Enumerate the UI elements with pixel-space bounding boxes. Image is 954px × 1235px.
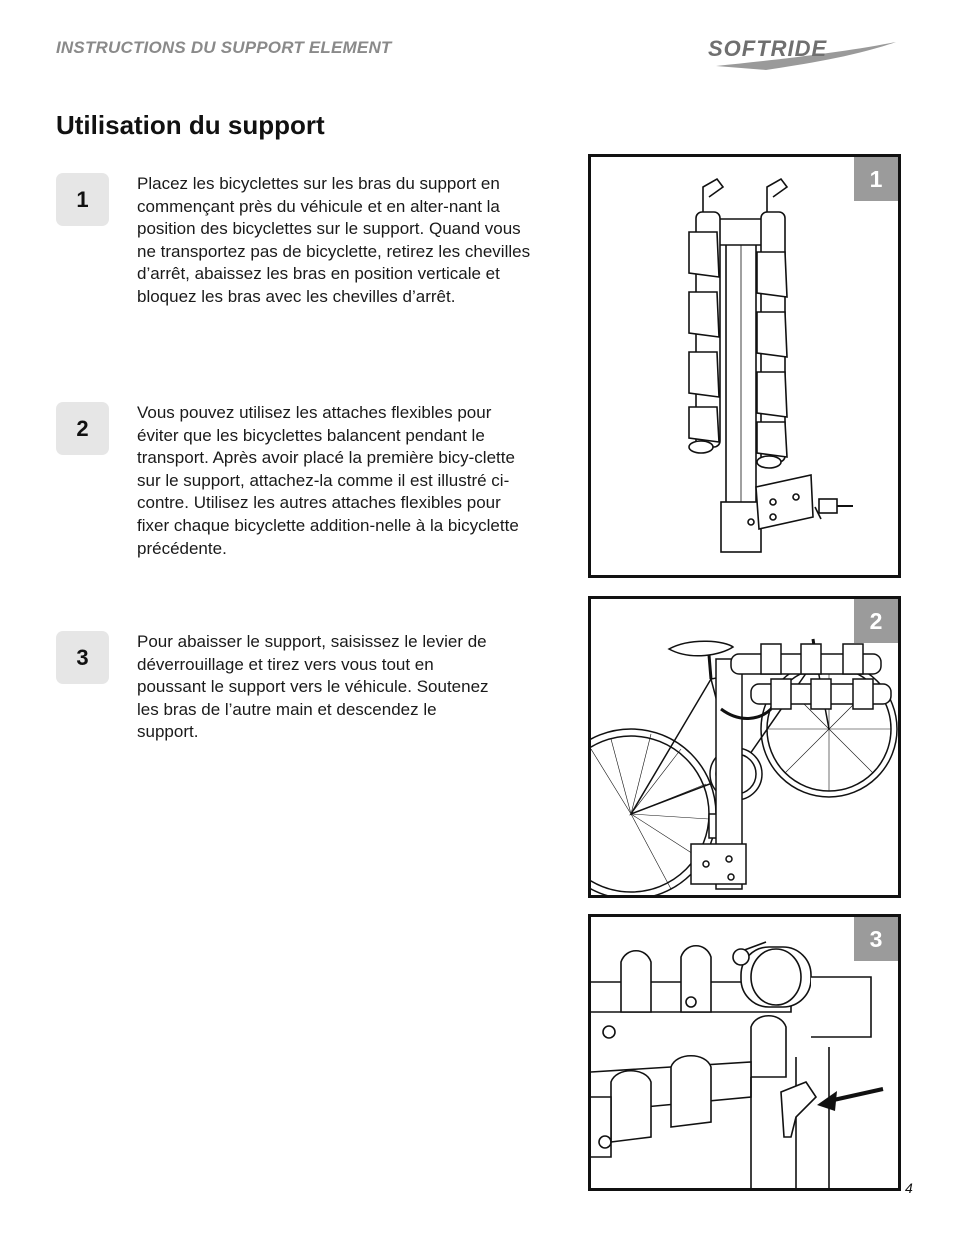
figure-2 <box>588 596 901 898</box>
bike-on-rack-illustration <box>591 599 898 895</box>
bike-rack-folded-illustration <box>591 157 898 575</box>
release-lever-illustration <box>591 917 898 1188</box>
step-number-badge: 2 <box>56 402 109 455</box>
logo-text: SOFTRIDE <box>708 36 828 61</box>
step-text: Vous pouvez utilisez les attaches flexibles pour éviter que les bicyclettes balancent pendant le transport. Après avoir placé la première bicy-clette sur le support, attachez-la comme il est illustré ci-contre. Utilisez les autres attaches flexibles pour fixer chaque bicyclette addition-nelle à la bicyclette précédente. <box>137 403 519 558</box>
step-number-badge: 3 <box>56 631 109 684</box>
page-number: 4 <box>905 1180 913 1196</box>
header-title: INSTRUCTIONS DU SUPPORT ELEMENT <box>56 38 392 57</box>
figure-1 <box>588 154 901 578</box>
section-title: Utilisation du support <box>56 110 325 140</box>
figure-number-label: 2 <box>854 599 898 643</box>
figure-number-label: 3 <box>854 917 898 961</box>
step-number-badge: 1 <box>56 173 109 226</box>
step-text: Pour abaisser le support, saisissez le levier de déverrouillage et tirez vers vous tout en poussant le support vers le véhicule. Soutenez les bras de l’autre main et descendez le support. <box>137 632 489 742</box>
figure-3 <box>588 914 901 1191</box>
figure-number-label: 1 <box>854 157 898 201</box>
step-text: Placez les bicyclettes sur les bras du support en commençant près du véhicule et en alter-nant la position des bicyclettes sur le support. Quand vous ne transportez pas de bicyclette, retirez les chevilles d’arrêt, abaissez les bras en position verticale et bloquez les bras avec les chevilles d’arrêt. <box>137 174 531 306</box>
softride-logo <box>706 30 898 72</box>
